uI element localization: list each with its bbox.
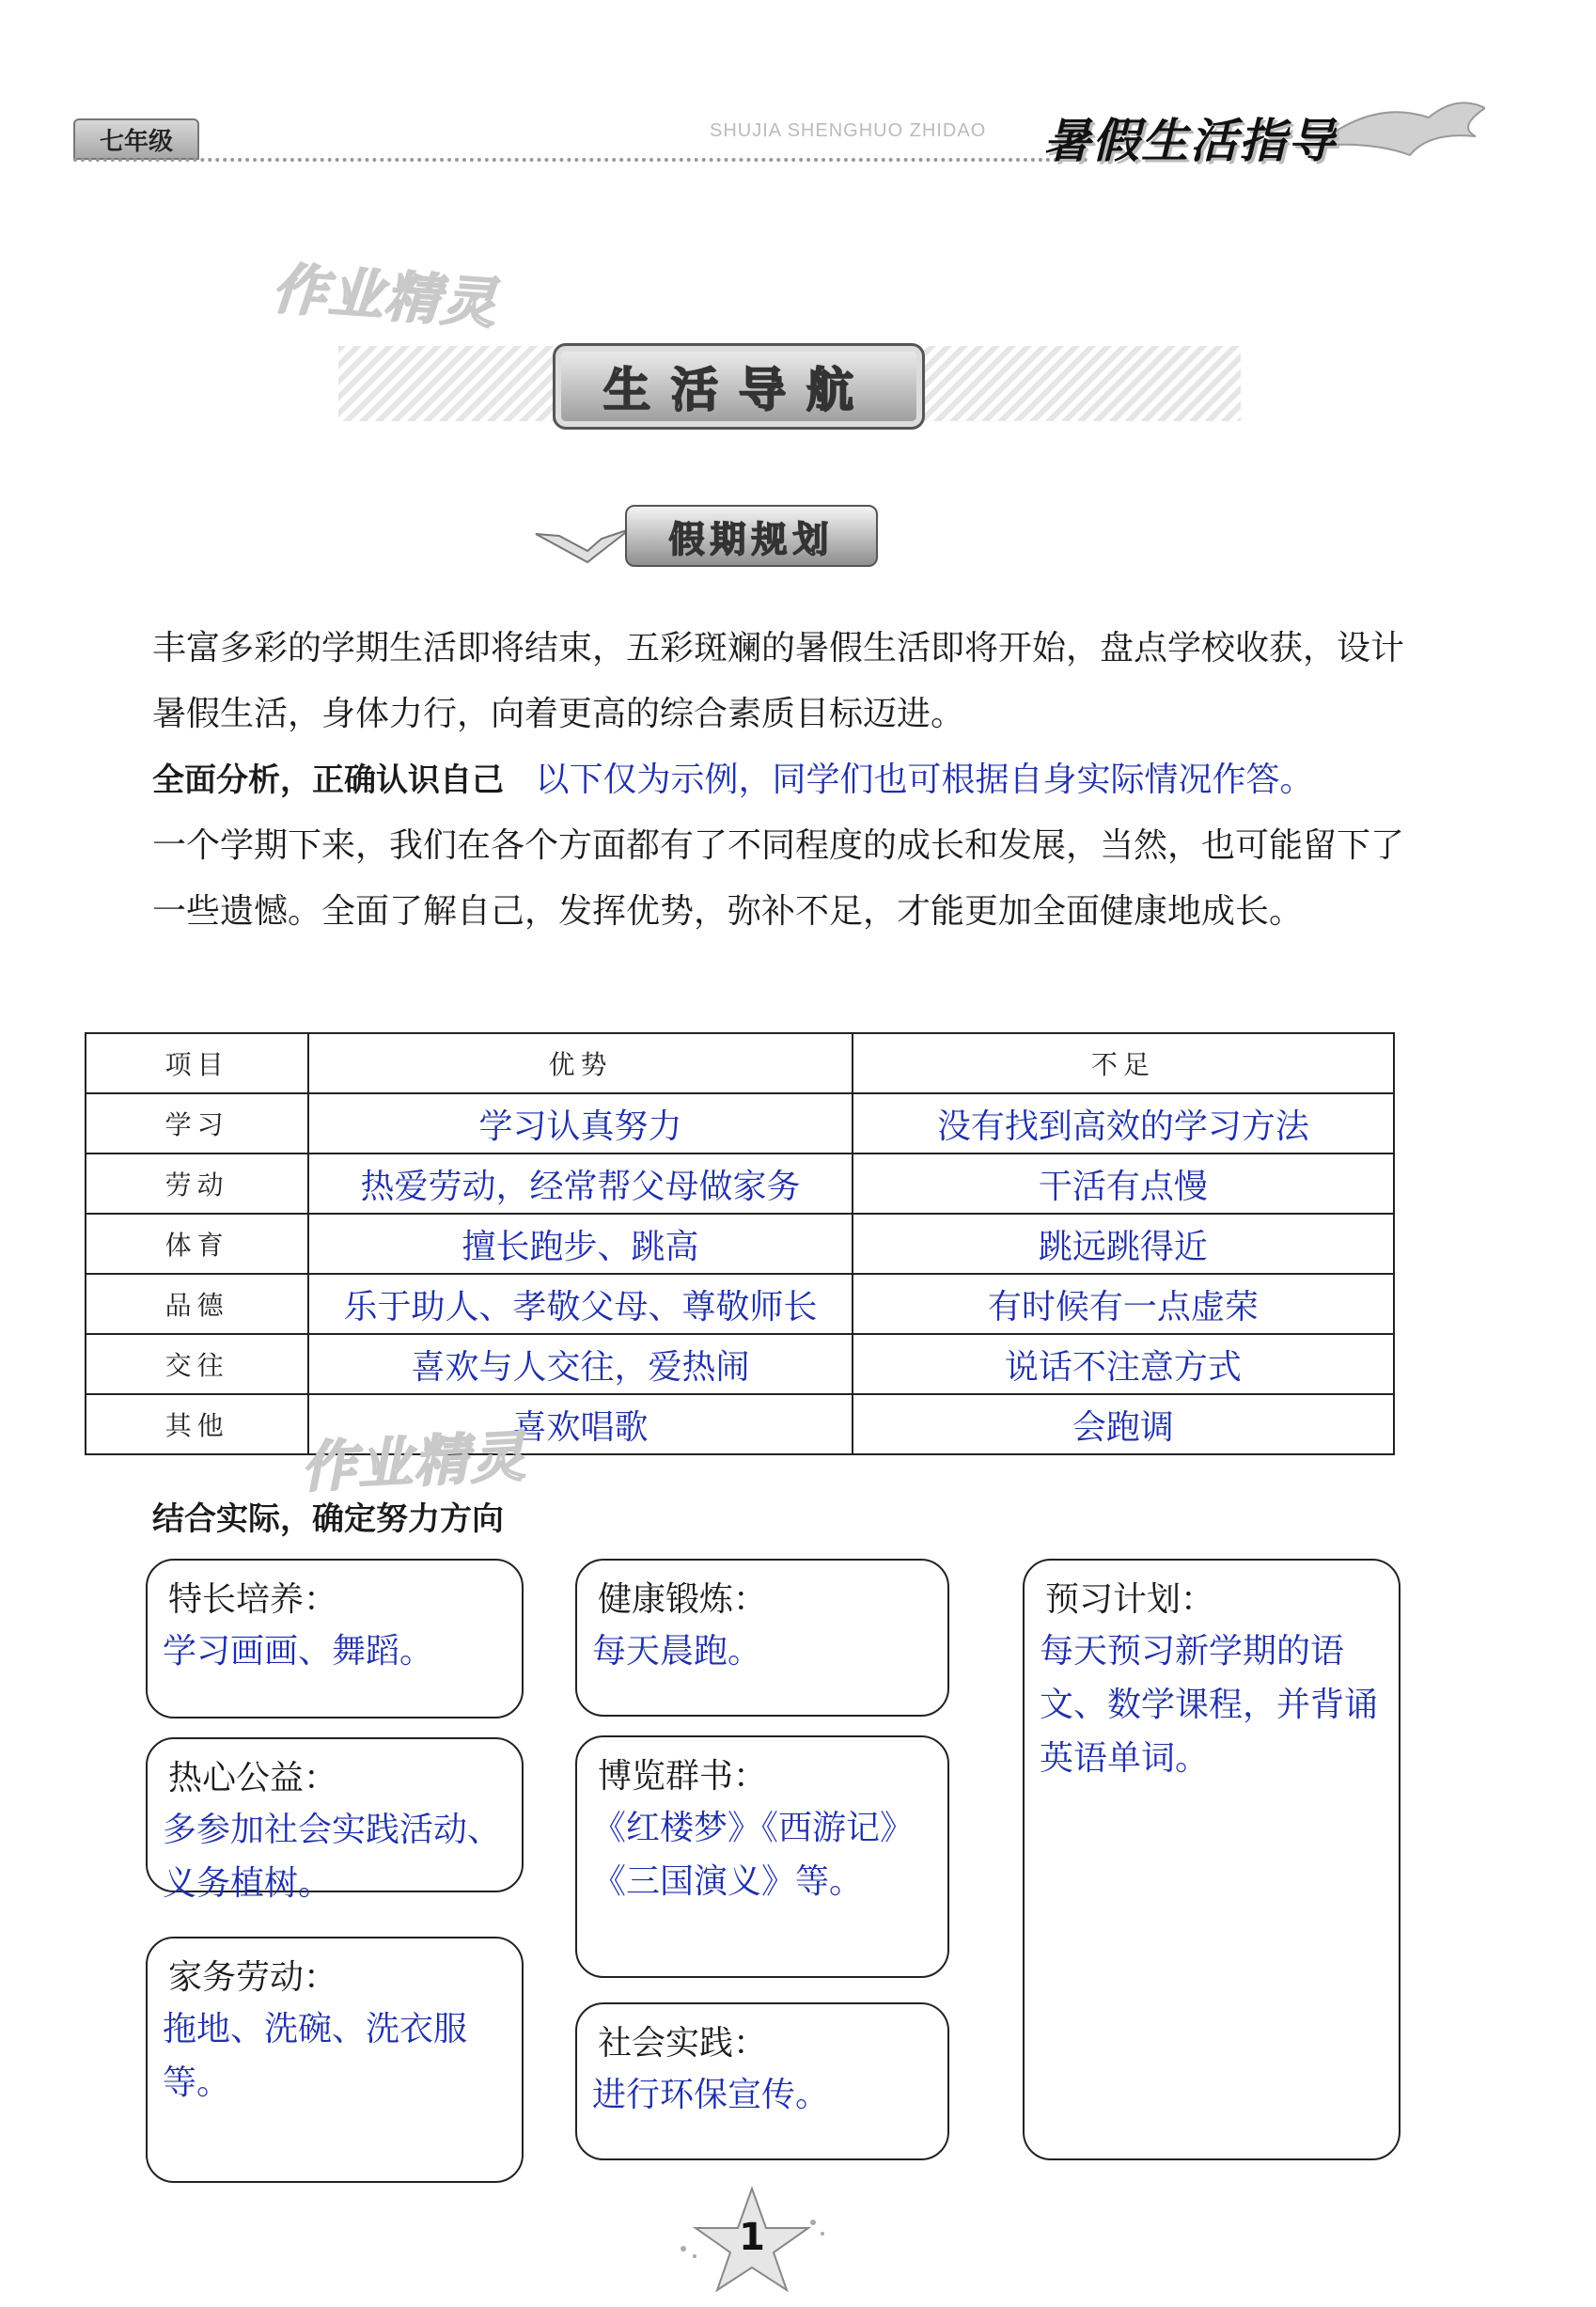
analysis-text: 一个学期下来，我们在各个方面都有了不同程度的成长和发展，当然，也可能留下了一些遗憾。全面了解自己，发挥优势，弥补不足，才能更加全面健康地成长。 — [152, 826, 1405, 931]
table-row — [86, 1154, 1394, 1214]
header-advantage: 优势 — [308, 1033, 852, 1093]
analysis-lead: 全面分析，正确认识自己 — [152, 761, 504, 799]
box-label: 家务劳动： — [168, 1958, 338, 1997]
grade-tab: 七年级 — [73, 118, 199, 160]
row-category: 体育 — [86, 1214, 308, 1274]
table-header-row — [86, 1033, 1394, 1093]
table-row — [86, 1093, 1394, 1154]
box-label: 博览群书： — [598, 1757, 768, 1796]
analysis-paragraph — [79, 813, 1414, 945]
row-weakness: 说话不注意方式 — [853, 1334, 1394, 1394]
analysis-note: 以下仅为示例，同学们也可根据自身实际情况作答。 — [535, 761, 1314, 799]
box-label: 健康锻炼： — [598, 1580, 768, 1619]
header-weakness: 不足 — [853, 1033, 1394, 1093]
row-advantage: 乐于助人、孝敬父母、尊敬师长 — [308, 1274, 852, 1334]
watermark-top: 作业精灵 — [270, 256, 500, 337]
sub-title: 假期规划 — [625, 505, 878, 567]
brand-title: 暑假生活指导 — [1043, 114, 1337, 168]
box-housework — [146, 1937, 524, 2183]
row-weakness: 干活有点慢 — [853, 1154, 1394, 1214]
row-advantage: 热爱劳动，经常帮父母做家务 — [308, 1154, 852, 1214]
row-weakness: 有时候有一点虚荣 — [853, 1274, 1394, 1334]
box-content: 进行环保宣传。 — [592, 2076, 830, 2114]
arrow-decoration-icon — [531, 515, 634, 572]
box-label: 特长培养： — [168, 1580, 338, 1619]
box-label: 热心公益： — [168, 1759, 338, 1797]
header-pinyin: SHUJIA SHENGHUO ZHIDAO — [710, 120, 987, 141]
box-content: 拖地、洗碗、洗衣服等。 — [163, 2010, 468, 2102]
row-advantage: 喜欢与人交往，爱热闹 — [308, 1334, 852, 1394]
direction-title: 结合实际，确定努力方向 — [152, 1500, 504, 1538]
box-charity — [146, 1737, 524, 1903]
row-category: 其他 — [86, 1394, 308, 1454]
row-advantage: 学习认真努力 — [308, 1093, 852, 1154]
box-content: 每天晨跑。 — [592, 1632, 762, 1671]
analysis-lead-line — [79, 747, 1414, 813]
box-preview — [1023, 1559, 1400, 2160]
row-category: 劳动 — [86, 1154, 308, 1214]
intro-text: 丰富多彩的学期生活即将结束，五彩斑斓的暑假生活即将开始，盘点学校收获，设计暑假生活，身体力行，向着更高的综合素质目标迈进。 — [152, 629, 1405, 733]
page-number: 1 — [739, 2216, 765, 2259]
header-divider — [73, 158, 1088, 162]
watermark-middle: 作业精灵 — [299, 1423, 528, 1500]
box-content: 多参加社会实践活动、义务植树。 — [163, 1811, 502, 1903]
box-content: 学习画画、舞蹈。 — [163, 1632, 434, 1671]
box-reading — [575, 1735, 949, 1978]
row-weakness: 没有找到高效的学习方法 — [853, 1093, 1394, 1154]
table-row — [86, 1334, 1394, 1394]
table-row — [86, 1394, 1394, 1454]
box-fitness — [575, 1559, 949, 1717]
row-weakness: 会跑调 — [853, 1394, 1394, 1454]
box-label: 社会实践： — [598, 2024, 768, 2063]
box-content: 《红楼梦》《西游记》《三国演义》等。 — [592, 1809, 915, 1901]
row-advantage: 擅长跑步、跳高 — [308, 1214, 852, 1274]
box-content: 每天预习新学期的语文、数学课程，并背诵英语单词。 — [1040, 1632, 1379, 1778]
header-item: 项目 — [86, 1033, 308, 1093]
intro-paragraph — [79, 616, 1414, 747]
table-row — [86, 1214, 1394, 1274]
table-row — [86, 1274, 1394, 1334]
box-social — [575, 2002, 949, 2160]
row-weakness: 跳远跳得近 — [853, 1214, 1394, 1274]
row-category: 交往 — [86, 1334, 308, 1394]
row-advantage: 喜欢唱歌 — [308, 1394, 852, 1454]
section-title: 生活导航 — [553, 343, 925, 430]
row-category: 学习 — [86, 1093, 308, 1154]
box-label: 预习计划： — [1045, 1580, 1215, 1619]
flame-decoration-icon — [1316, 89, 1485, 165]
box-specialty — [146, 1559, 524, 1718]
self-analysis-table — [85, 1032, 1395, 1455]
row-category: 品德 — [86, 1274, 308, 1334]
